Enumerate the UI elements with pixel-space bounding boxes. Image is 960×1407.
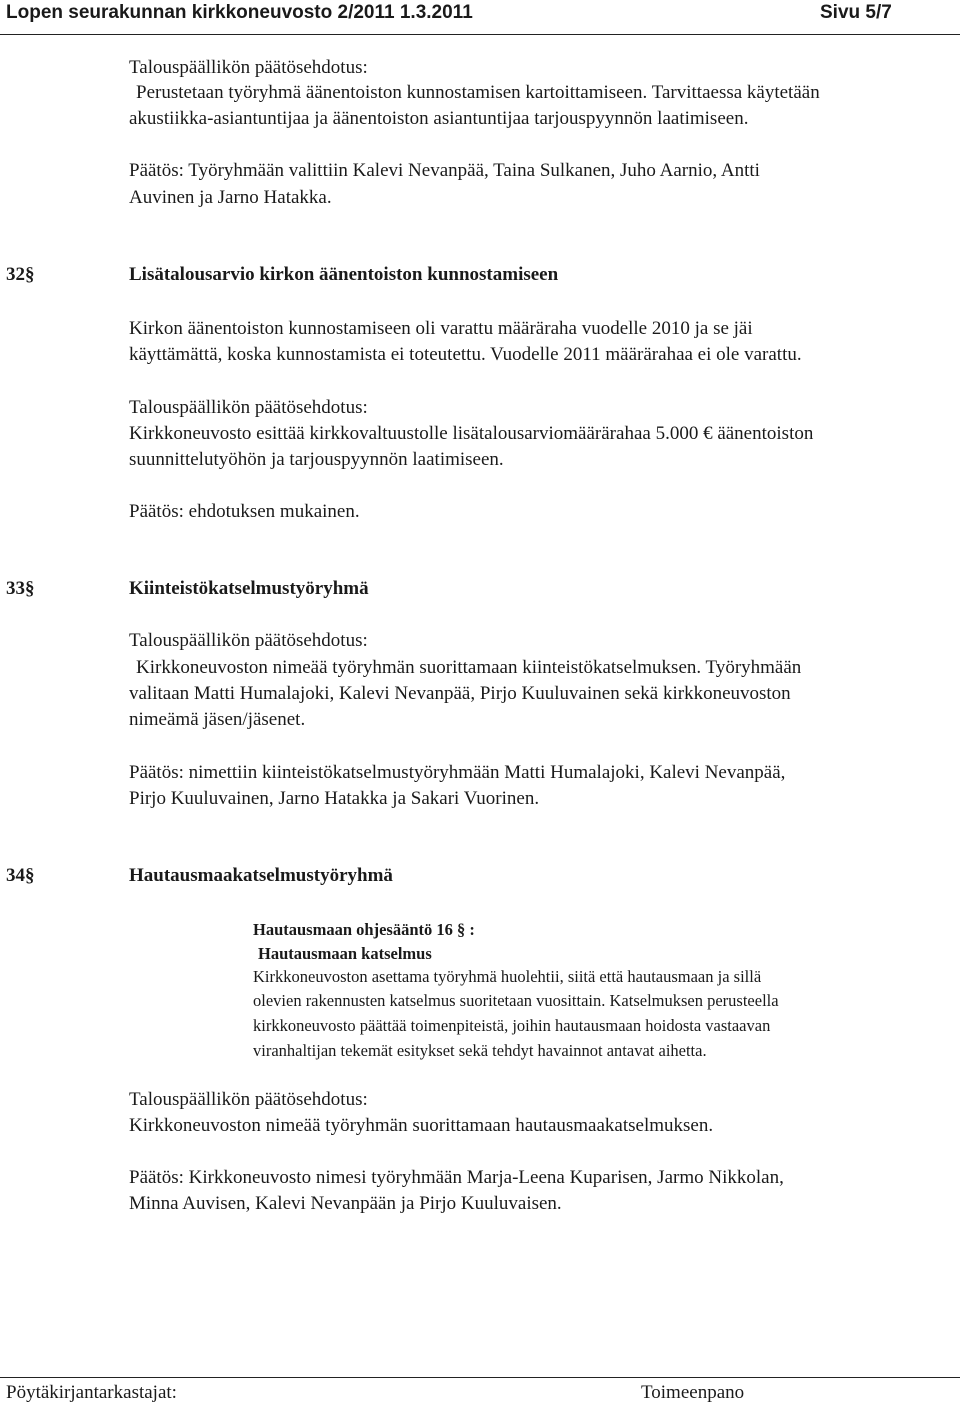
section-33-title: Kiinteistökatselmustyöryhmä xyxy=(129,578,369,599)
section-number: 33 xyxy=(6,578,25,599)
section-33-proposal-line-2: valitaan Matti Humalajoki, Kalevi Nevanpää, Pirjo Kuuluvainen sekä kirkkoneuvoston xyxy=(129,683,791,704)
section-33-decision-line-1: Päätös: nimettiin kiinteistökatselmustyöryhmään Matti Humalajoki, Kalevi Nevanpää, xyxy=(129,762,786,783)
section-33-proposal-label: Talouspäällikön päätösehdotus: xyxy=(129,630,368,651)
rule-body-line-4: viranhaltijan tekemät esitykset sekä tehdyt havainnot antavat aihetta. xyxy=(253,1041,707,1060)
section-33-proposal-line-3: nimeämä jäsen/jäsenet. xyxy=(129,709,306,730)
rule-body-line-2: olevien rakennusten katselmus suoritetaan vuosittain. Katselmuksen perusteella xyxy=(253,991,779,1010)
section-33-proposal-line-1: Kirkkoneuvoston nimeää työryhmän suorittamaan kiinteistökatselmuksen. Työryhmään xyxy=(136,657,802,678)
rule-body-line-3: kirkkoneuvosto päättää toimenpiteistä, joihin hautausmaan hoidosta vastaavan xyxy=(253,1016,771,1035)
footer-execution: Toimeenpano xyxy=(641,1382,745,1403)
intro-proposal-line-2: akustiikka-asiantuntijaa ja äänentoiston asiantuntijaa tarjouspyynnön laatimiseen. xyxy=(129,108,749,129)
rule-subtitle: Hautausmaan katselmus xyxy=(258,944,432,963)
section-33-decision-line-2: Pirjo Kuuluvainen, Jarno Hatakka ja Sakari Vuorinen. xyxy=(129,788,540,809)
section-32-body-line-2: käyttämättä, koska kunnostamista ei toteutettu. Vuodelle 2011 määrärahaa ei ole varattu. xyxy=(129,344,802,365)
section-34-decision-line-2: Minna Auvisen, Kalevi Nevanpään ja Pirjo Kuuluvaisen. xyxy=(129,1193,562,1214)
section-number: 34 xyxy=(6,865,25,886)
section-number: 32 xyxy=(6,264,25,285)
section-32-heading xyxy=(6,264,35,286)
intro-proposal-label: Talouspäällikön päätösehdotus: xyxy=(129,57,368,78)
section-34-proposal: Kirkkoneuvoston nimeää työryhmän suorittamaan hautausmaakatselmuksen. xyxy=(129,1115,714,1136)
page-number: Sivu 5/7 xyxy=(820,2,892,23)
section-32-decision: Päätös: ehdotuksen mukainen. xyxy=(129,501,360,522)
footer-reviewers: Pöytäkirjantarkastajat: xyxy=(6,1382,177,1403)
section-symbol: § xyxy=(25,264,35,285)
section-symbol: § xyxy=(25,865,35,886)
section-34-title: Hautausmaakatselmustyöryhmä xyxy=(129,865,393,886)
section-32-body-line-1: Kirkon äänentoiston kunnostamiseen oli varattu määräraha vuodelle 2010 ja se jäi xyxy=(129,318,753,339)
footer-rule xyxy=(0,1377,960,1378)
section-32-proposal-line-2: suunnittelutyöhön ja tarjouspyynnön laatimiseen. xyxy=(129,449,504,470)
intro-decision-line-2: Auvinen ja Jarno Hatakka. xyxy=(129,187,332,208)
rule-body-line-1: Kirkkoneuvoston asettama työryhmä huolehtii, siitä että hautausmaan ja sillä xyxy=(253,967,762,986)
header-rule xyxy=(0,34,960,35)
section-34-decision-line-1: Päätös: Kirkkoneuvosto nimesi työryhmään Marja-Leena Kuparisen, Jarmo Nikkolan, xyxy=(129,1167,784,1188)
section-33-heading xyxy=(6,578,35,600)
intro-decision-line-1: Päätös: Työryhmään valittiin Kalevi Nevanpää, Taina Sulkanen, Juho Aarnio, Antti xyxy=(129,160,760,181)
section-32-proposal-label: Talouspäällikön päätösehdotus: xyxy=(129,397,368,418)
rule-title: Hautausmaan ohjesääntö 16 § : xyxy=(253,920,475,939)
section-symbol: § xyxy=(25,578,35,599)
section-32-title: Lisätalousarvio kirkon äänentoiston kunnostamiseen xyxy=(129,264,559,285)
section-34-proposal-label: Talouspäällikön päätösehdotus: xyxy=(129,1089,368,1110)
section-34-heading xyxy=(6,865,35,887)
document-header-title: Lopen seurakunnan kirkkoneuvosto 2/2011 1.3.2011 xyxy=(6,2,473,23)
section-32-proposal-line-1: Kirkkoneuvosto esittää kirkkovaltuustolle lisätalousarviomäärärahaa 5.000 € äänentoiston xyxy=(129,423,814,444)
intro-proposal-line-1: Perustetaan työryhmä äänentoiston kunnostamisen kartoittamiseen. Tarvittaessa käytetään xyxy=(136,82,820,103)
